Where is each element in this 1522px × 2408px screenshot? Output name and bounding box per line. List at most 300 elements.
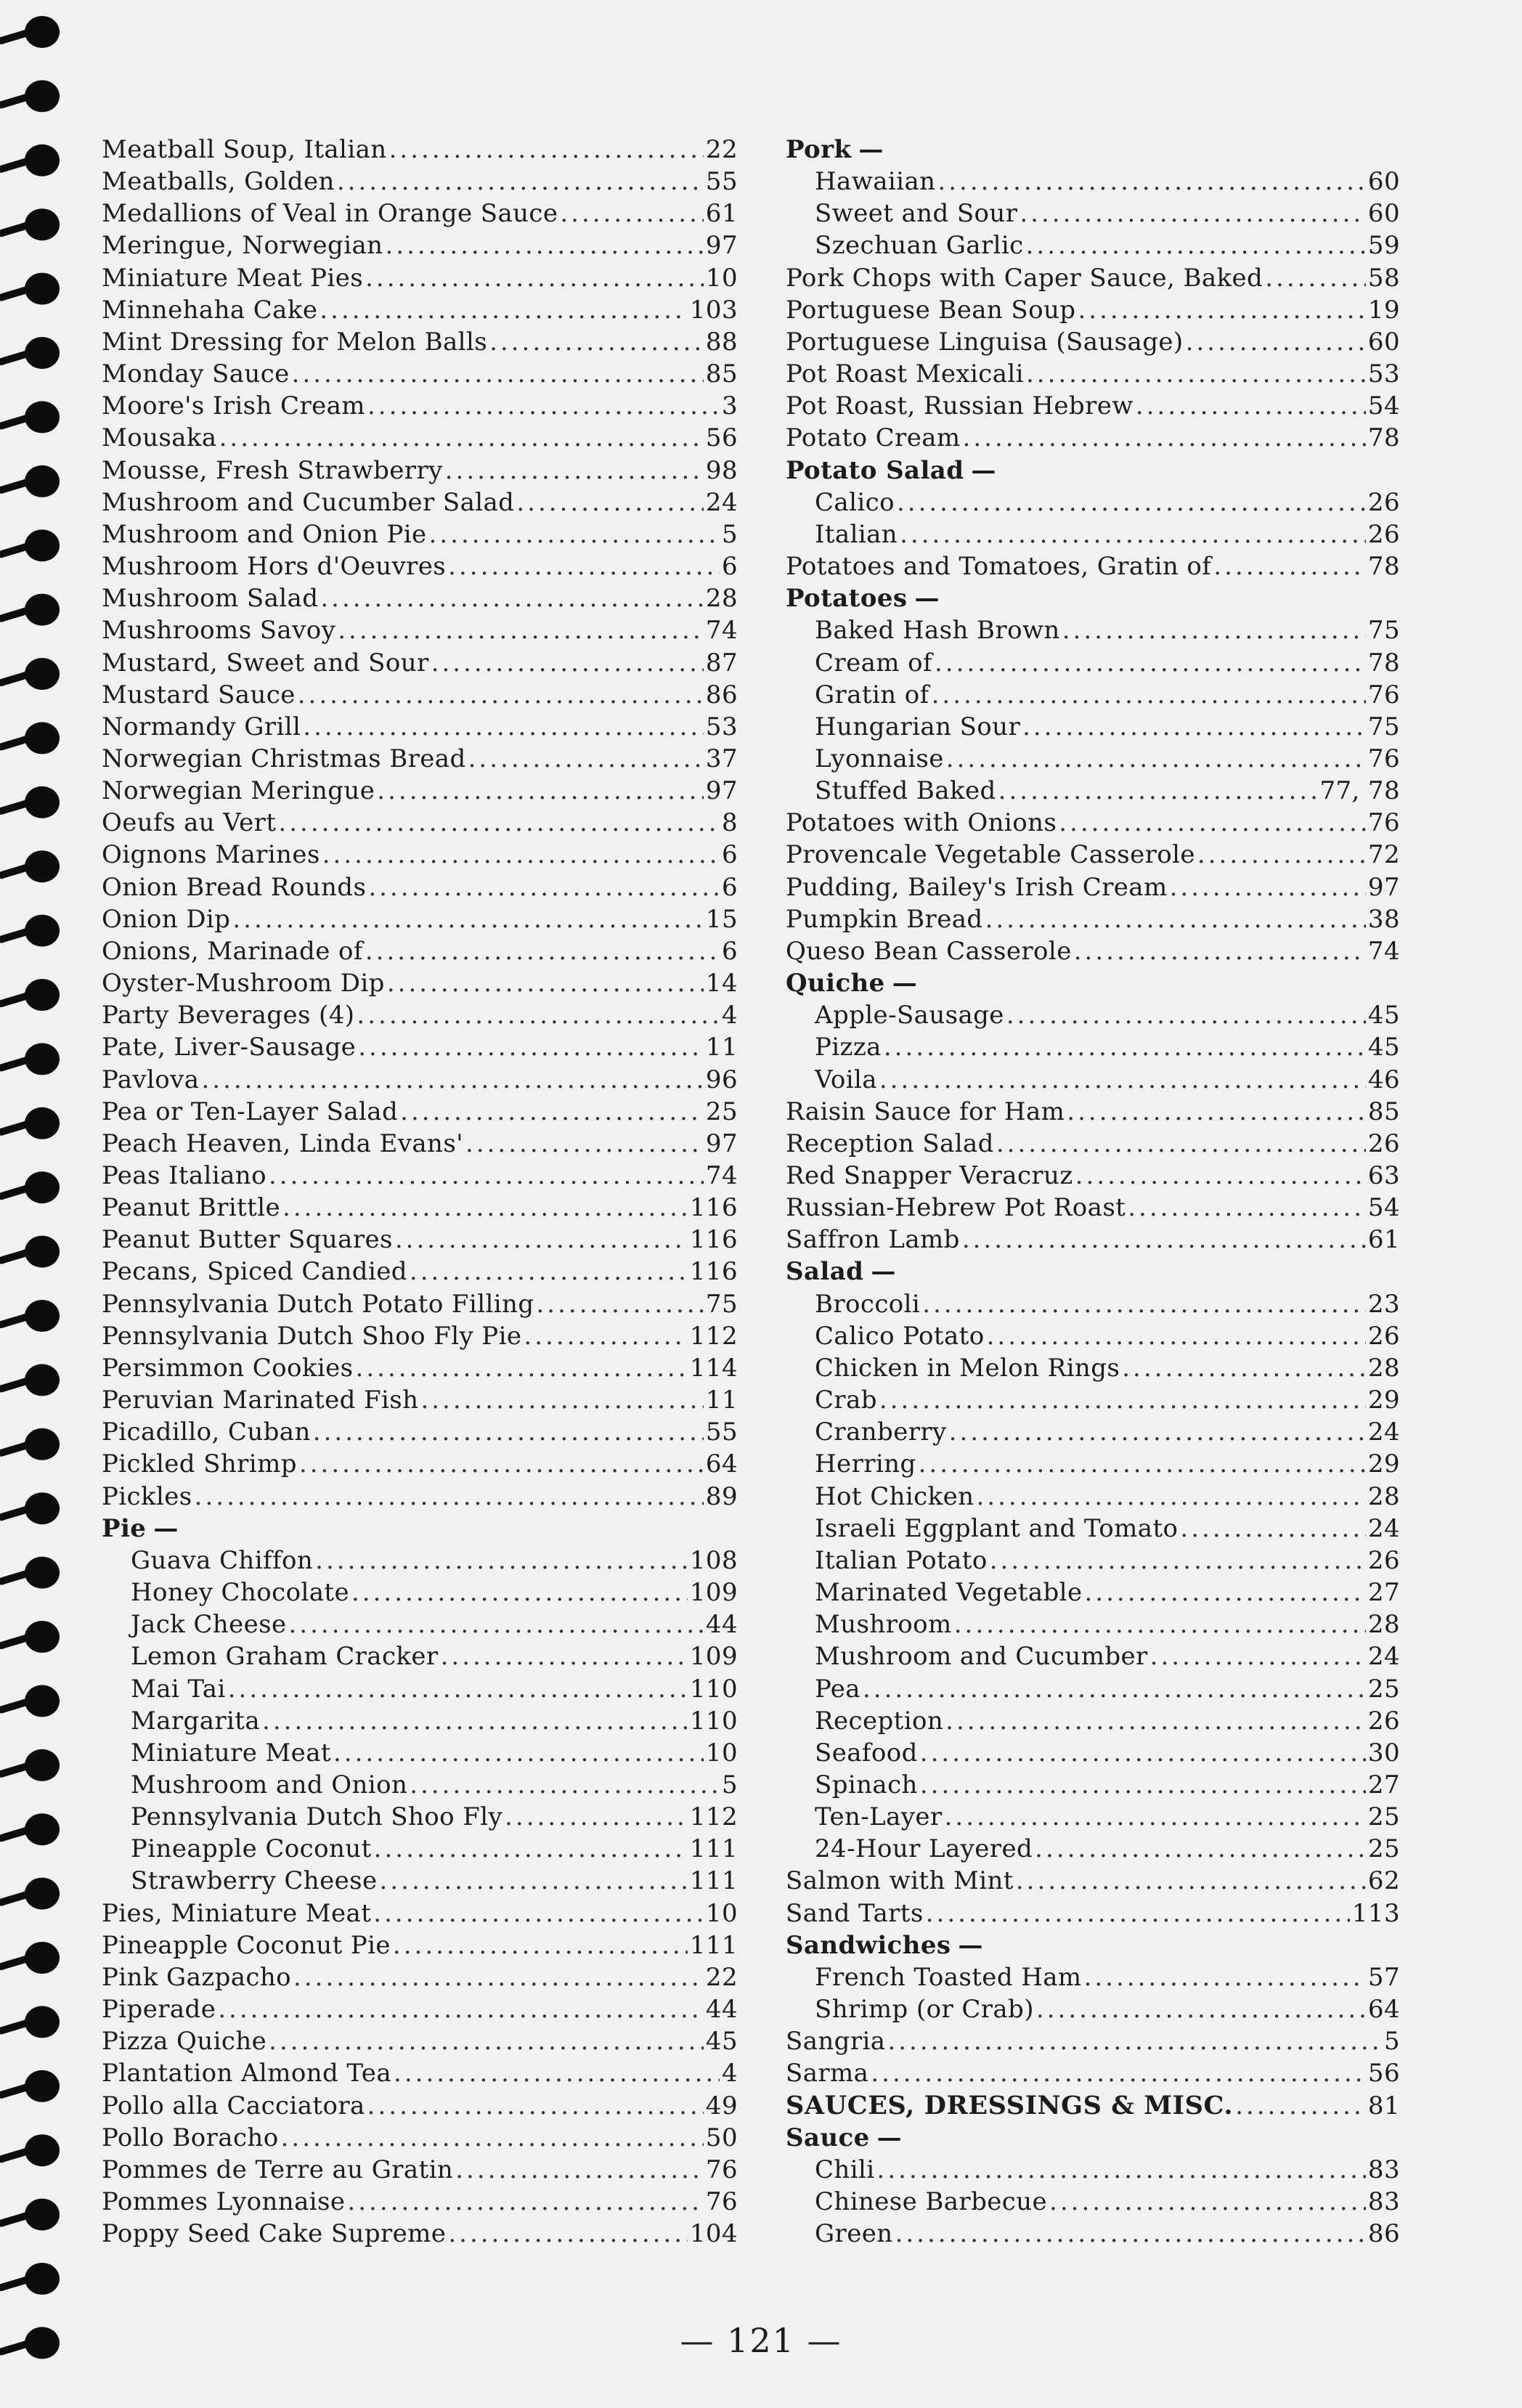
page-ref: 6	[721, 872, 738, 902]
dot-leader	[365, 262, 704, 294]
entry-label: Mai Tai	[131, 1674, 226, 1704]
entry-label: Peach Heaven, Linda Evans'	[102, 1128, 463, 1158]
page-ref: 38	[1367, 904, 1400, 934]
entry-label: Chinese Barbecue	[815, 2187, 1048, 2216]
dot-leader	[536, 1288, 703, 1320]
entry-label: Reception	[815, 1706, 944, 1736]
page-ref: 37	[705, 744, 738, 773]
index-subentry	[102, 1608, 738, 1640]
index-entry	[786, 1224, 1400, 1256]
dot-leader	[347, 2186, 704, 2218]
index-heading-sandwiches	[786, 1929, 1400, 1961]
index-subentry	[786, 2186, 1400, 2218]
dot-leader	[385, 229, 703, 261]
page-ref: 53	[705, 712, 738, 741]
entry-label: Mushroom Salad	[102, 584, 319, 614]
entry-label: Pork Chops with Caper Sauce, Baked	[786, 263, 1263, 293]
heading-dash: —	[958, 1930, 983, 1960]
entry-label: Pineapple Coconut	[131, 1834, 372, 1864]
index-entry	[102, 2218, 738, 2250]
page-ref: 24	[705, 487, 738, 517]
index-entry	[102, 1929, 738, 1961]
page-ref: 112	[689, 1802, 738, 1832]
entry-label: Chili	[815, 2155, 875, 2184]
binding-ring	[1, 401, 60, 433]
dot-leader	[1084, 1961, 1366, 1993]
entry-label: Chicken in Melon Rings	[815, 1353, 1120, 1383]
entry-label: Pineapple Coconut Pie	[102, 1930, 391, 1960]
index-subentry	[786, 1769, 1400, 1801]
binding-ring	[1, 1171, 60, 1203]
page-ref: 46	[1367, 1065, 1400, 1094]
dot-leader	[900, 518, 1366, 550]
index-entry	[102, 262, 738, 294]
page-ref: 56	[1367, 2059, 1400, 2088]
entry-label: Mushrooms Savoy	[102, 616, 336, 646]
entry-label: Italian	[815, 519, 898, 549]
dot-leader	[228, 1673, 688, 1705]
page-ref: 8	[721, 808, 738, 838]
entry-label: Pommes de Terre au Gratin	[102, 2155, 454, 2184]
index-entry	[102, 1096, 738, 1128]
index-entry	[786, 1192, 1400, 1224]
entry-label: Meringue, Norwegian	[102, 231, 383, 261]
dot-leader	[269, 2025, 704, 2057]
entry-label: Moore's Irish Cream	[102, 391, 365, 421]
dot-leader	[1026, 358, 1366, 390]
dot-leader	[337, 166, 704, 198]
entry-label: Reception Salad	[786, 1128, 994, 1158]
entry-label: Monday Sauce	[102, 359, 290, 389]
index-entry	[102, 1897, 738, 1929]
entry-label: Sweet and Sour	[815, 199, 1018, 229]
binding-ring	[1, 594, 60, 626]
page-number: — 121 —	[680, 2321, 842, 2360]
index-subentry	[786, 1801, 1400, 1833]
index-entry	[102, 967, 738, 999]
dot-leader	[468, 743, 704, 775]
index-entry	[102, 550, 738, 582]
heading-dash: —	[892, 969, 918, 998]
entry-label: Persimmon Cookies	[102, 1353, 354, 1383]
page-ref: 77, 78	[1319, 776, 1400, 806]
page-ref: 5	[721, 1770, 738, 1799]
entry-label: Crab	[815, 1386, 877, 1415]
binding-ring	[1, 208, 60, 240]
dot-leader	[1136, 390, 1366, 422]
page-ref: 72	[1367, 840, 1400, 870]
index-subentry	[786, 1352, 1400, 1384]
page-ref: 59	[1367, 231, 1400, 261]
page-ref: 114	[689, 1353, 738, 1383]
page-ref: 15	[705, 904, 738, 934]
entry-label: Mushroom	[815, 1610, 952, 1640]
dot-leader	[358, 1031, 704, 1063]
page-ref: 45	[705, 2027, 738, 2057]
dot-leader	[1213, 550, 1366, 582]
entry-label: Russian-Hebrew Pot Roast	[786, 1193, 1126, 1223]
dot-leader	[315, 1545, 688, 1577]
entry-label: SAUCES, DRESSINGS & MISC.	[786, 2090, 1234, 2120]
entry-label: Norwegian Christmas Bread	[102, 744, 466, 773]
entry-label: Miniature Meat	[131, 1738, 331, 1768]
index-entry	[102, 518, 738, 550]
entry-label: Cream of	[815, 648, 932, 678]
index-entry	[102, 455, 738, 487]
entry-label: Picadillo, Cuban	[102, 1417, 311, 1447]
entry-label: Quiche	[786, 969, 885, 998]
index-entry	[102, 166, 738, 198]
index-subentry	[786, 1448, 1400, 1480]
dot-leader	[465, 1128, 704, 1160]
dot-leader	[218, 1993, 704, 2025]
page-ref: 58	[1367, 263, 1400, 293]
dot-leader	[919, 1448, 1366, 1480]
entry-label: Peas Italiano	[102, 1161, 266, 1190]
entry-label: Mushroom and Onion Pie	[102, 519, 427, 549]
page-ref: 56	[705, 423, 738, 453]
index-subentry	[786, 1608, 1400, 1640]
dot-leader	[990, 1545, 1366, 1577]
dot-leader	[1062, 614, 1366, 646]
entry-label: Pizza	[815, 1033, 882, 1062]
index-entry	[102, 647, 738, 679]
entry-label: Pot Roast, Russian Hebrew	[786, 391, 1134, 421]
dot-leader	[400, 1096, 704, 1128]
page-ref: 28	[705, 584, 738, 614]
binding-ring	[1, 337, 60, 369]
page-ref: 88	[705, 327, 738, 357]
index-subentry	[786, 1320, 1400, 1352]
entry-label: Baked Hash Brown	[815, 616, 1060, 646]
dot-leader	[920, 1769, 1366, 1801]
entry-label: Miniature Meat Pies	[102, 263, 364, 293]
index-subentry	[102, 1577, 738, 1608]
dot-leader	[1197, 839, 1366, 871]
page-ref: 111	[689, 1930, 738, 1960]
page-ref: 76	[1367, 808, 1400, 838]
entry-label: Pink Gazpacho	[102, 1962, 292, 1992]
index-subentry	[786, 1288, 1400, 1320]
index-entry	[102, 390, 738, 422]
page-ref: 55	[705, 1417, 738, 1447]
entry-label: Lyonnaise	[815, 744, 944, 773]
index-subentry	[786, 1064, 1400, 1096]
page-ref: 97	[705, 1128, 738, 1158]
entry-label: Pollo Boracho	[102, 2123, 279, 2152]
entry-label: Onion Bread Rounds	[102, 872, 367, 902]
page-ref: 57	[1367, 1962, 1400, 1992]
page-ref: 45	[1367, 1001, 1400, 1030]
index-entry	[102, 2154, 738, 2186]
entry-label: Pies, Miniature Meat	[102, 1898, 372, 1928]
dot-leader	[1049, 2186, 1366, 2218]
page-ref: 76	[705, 2155, 738, 2184]
page-ref: 24	[1367, 1513, 1400, 1543]
index-subentry	[102, 1673, 738, 1705]
page-ref: 28	[1367, 1481, 1400, 1511]
dot-leader	[1022, 711, 1366, 743]
binding-ring	[1, 2199, 60, 2231]
dot-leader	[232, 903, 704, 935]
entry-label: Stuffed Baked	[815, 776, 996, 806]
index-entry	[786, 1160, 1400, 1192]
page-ref: 3	[721, 391, 738, 421]
page-ref: 109	[689, 1578, 738, 1608]
entry-label: Onion Dip	[102, 904, 231, 934]
page-ref: 11	[705, 1033, 738, 1062]
entry-label: Portuguese Linguisa (Sausage)	[786, 327, 1184, 357]
page-ref: 78	[1367, 423, 1400, 453]
binding-ring	[1, 2006, 60, 2038]
entry-label: Mousaka	[102, 423, 217, 453]
binding-ring	[1, 1428, 60, 1460]
index-entry	[102, 1384, 738, 1416]
dot-leader	[887, 2025, 1382, 2057]
entry-label: Pie	[102, 1513, 147, 1543]
dot-leader	[322, 839, 720, 871]
dot-leader	[357, 999, 720, 1031]
index-entry	[786, 903, 1400, 935]
entry-label: Potato Salad	[786, 455, 964, 485]
page-ref: 89	[705, 1481, 738, 1511]
page-ref: 4	[721, 2059, 738, 2088]
index-entry	[786, 262, 1400, 294]
index-entry	[102, 326, 738, 358]
dot-leader	[1026, 229, 1366, 261]
page-ref: 113	[1351, 1898, 1400, 1928]
index-entry	[102, 582, 738, 614]
entry-label: Portuguese Bean Soup	[786, 295, 1076, 325]
entry-label: Mushroom and Onion	[131, 1770, 408, 1799]
entry-label: Shrimp (or Crab)	[815, 1995, 1034, 2025]
index-subentry	[786, 229, 1400, 261]
page-ref: 26	[1367, 1545, 1400, 1575]
entry-label: Potatoes with Onions	[786, 808, 1057, 838]
entry-label: Potato Cream	[786, 423, 961, 453]
entry-label: Honey Chocolate	[131, 1578, 349, 1608]
index-subentry	[786, 775, 1400, 807]
page-ref: 26	[1367, 487, 1400, 517]
index-entry	[102, 871, 738, 903]
index-subentry	[102, 1833, 738, 1865]
binding-ring	[1, 850, 60, 882]
dot-leader	[863, 1673, 1366, 1705]
index-heading-potatoes	[786, 582, 1400, 614]
index-subentry	[786, 647, 1400, 679]
dot-leader	[320, 582, 704, 614]
entry-label: Pumpkin Bread	[786, 904, 983, 934]
index-column-right	[786, 134, 1400, 2250]
page-ref: 30	[1367, 1738, 1400, 1768]
index-entry	[786, 1096, 1400, 1128]
entry-label: Ten-Layer	[815, 1802, 943, 1832]
page-ref: 85	[1367, 1097, 1400, 1126]
index-entry	[786, 1897, 1400, 1929]
entry-label: Peanut Butter Squares	[102, 1225, 393, 1255]
index-heading-pork	[786, 134, 1400, 166]
index-entry	[102, 1288, 738, 1320]
entry-label: Pollo alla Cacciatora	[102, 2091, 365, 2120]
page-ref: 110	[689, 1706, 738, 1736]
entry-label: Oignons Marines	[102, 840, 320, 870]
binding-ring	[1, 1236, 60, 1268]
spiral-binding	[0, 0, 80, 2408]
dot-leader	[377, 775, 704, 807]
index-subentry	[786, 743, 1400, 775]
page-ref: 62	[1367, 1866, 1400, 1896]
index-subentry	[786, 1545, 1400, 1577]
page-ref: 26	[1367, 1321, 1400, 1351]
dot-leader	[356, 1352, 688, 1384]
index-subentry	[102, 1769, 738, 1801]
dot-leader	[879, 1384, 1366, 1416]
page-ref: 74	[1367, 936, 1400, 966]
page-ref: 5	[721, 519, 738, 549]
entry-label: Herring	[815, 1449, 916, 1479]
entry-label: Salad	[786, 1257, 864, 1287]
entry-label: Gratin of	[815, 680, 929, 709]
index-entry	[102, 1961, 738, 1993]
entry-label: Sarma	[786, 2059, 869, 2088]
dot-leader	[963, 422, 1366, 454]
index-subentry	[786, 1673, 1400, 1705]
dot-leader	[1059, 807, 1366, 839]
index-entry	[102, 294, 738, 326]
entry-label: Pudding, Bailey's Irish Cream	[786, 872, 1168, 902]
entry-label: Pennsylvania Dutch Potato Filling	[102, 1289, 534, 1319]
page-ref: 111	[689, 1834, 738, 1864]
page-ref: 103	[689, 295, 738, 325]
dot-leader	[303, 711, 704, 743]
dot-leader	[1036, 1993, 1366, 2025]
dot-leader	[367, 2090, 704, 2122]
index-heading-sauce	[786, 2122, 1400, 2154]
binding-ring	[1, 465, 60, 497]
index-subentry	[102, 1705, 738, 1737]
dot-leader	[448, 550, 720, 582]
index-subentry	[102, 1640, 738, 1672]
dot-leader	[1035, 1833, 1366, 1865]
entry-label: Potatoes and Tomatoes, Gratin of	[786, 552, 1212, 582]
dot-leader	[195, 1481, 704, 1513]
entry-label: Mushroom Hors d'Oeuvres	[102, 552, 447, 582]
dot-leader	[946, 743, 1366, 775]
page-ref: 26	[1367, 519, 1400, 549]
page-ref: 44	[705, 1995, 738, 2025]
entry-label: Hot Chicken	[815, 1481, 974, 1511]
index-column-left	[102, 134, 738, 2250]
binding-ring	[1, 80, 60, 112]
entry-label: Poppy Seed Cake Supreme	[102, 2219, 447, 2249]
dot-leader	[393, 1929, 688, 1961]
index-entry	[786, 326, 1400, 358]
page-ref: 112	[689, 1321, 738, 1351]
entry-label: Sand Tarts	[786, 1898, 924, 1928]
dot-leader	[387, 967, 704, 999]
index-entry	[102, 1256, 738, 1288]
index-entry	[102, 743, 738, 775]
entry-label: Mushroom and Cucumber Salad	[102, 487, 515, 517]
entry-label: Jack Cheese	[131, 1610, 287, 1640]
entry-label: Mushroom and Cucumber	[815, 1642, 1148, 1672]
index-entry	[786, 550, 1400, 582]
page-ref: 61	[705, 199, 738, 229]
binding-ring	[1, 273, 60, 305]
dot-leader	[1020, 198, 1366, 229]
entry-label: Margarita	[131, 1706, 261, 1736]
binding-ring	[1, 1557, 60, 1589]
index-entry	[102, 775, 738, 807]
index-entry	[102, 2186, 738, 2218]
page-ref: 75	[1367, 616, 1400, 646]
dot-leader	[368, 871, 720, 903]
entry-label: Peruvian Marinated Fish	[102, 1386, 419, 1415]
page-ref: 85	[705, 359, 738, 389]
entry-label: Pavlova	[102, 1065, 200, 1094]
entry-label: Peanut Brittle	[102, 1193, 281, 1223]
entry-label: Calico	[815, 487, 895, 517]
entry-label: Queso Bean Casserole	[786, 936, 1072, 966]
entry-label: Sandwiches	[786, 1930, 951, 1960]
index-entry	[102, 1224, 738, 1256]
index-subentry	[786, 2218, 1400, 2250]
index-subentry	[786, 1833, 1400, 1865]
entry-label: Normandy Grill	[102, 712, 301, 741]
binding-ring	[1, 915, 60, 947]
dot-leader	[516, 487, 704, 518]
page-ref: 44	[705, 1610, 738, 1640]
page-ref: 54	[1367, 391, 1400, 421]
index-entry	[786, 807, 1400, 839]
page-ref: 45	[1367, 1033, 1400, 1062]
index-entry	[102, 487, 738, 518]
dot-leader	[922, 1288, 1366, 1320]
page-ref: 76	[1367, 744, 1400, 773]
page-ref: 83	[1367, 2155, 1400, 2184]
dot-leader	[373, 1897, 704, 1929]
dot-leader	[1170, 871, 1366, 903]
dot-leader	[1150, 1640, 1366, 1672]
dot-leader	[998, 775, 1318, 807]
index-entry	[102, 422, 738, 454]
entry-label: Apple-Sausage	[815, 1001, 1004, 1030]
page-ref: 4	[721, 1001, 738, 1030]
dot-leader	[935, 647, 1366, 679]
entry-label: Pot Roast Mexicali	[786, 359, 1024, 389]
index-heading-pie	[102, 1513, 738, 1545]
dot-leader	[410, 1769, 720, 1801]
index-subentry	[786, 1640, 1400, 1672]
dot-leader	[298, 679, 704, 711]
entry-label: Party Beverages (4)	[102, 1001, 355, 1030]
page-ref: 6	[721, 840, 738, 870]
dot-leader	[954, 1608, 1366, 1640]
index-entry	[102, 1031, 738, 1063]
dot-leader	[278, 807, 720, 839]
index-subentry	[786, 1993, 1400, 2025]
entry-label: Pizza Quiche	[102, 2027, 267, 2057]
dot-leader	[431, 647, 704, 679]
dot-leader	[338, 614, 704, 646]
index-entry	[786, 1128, 1400, 1160]
entry-label: Szechuan Garlic	[815, 231, 1024, 261]
entry-label: Pennsylvania Dutch Shoo Fly	[131, 1802, 503, 1832]
dot-leader	[996, 1128, 1366, 1160]
index-subentry	[786, 999, 1400, 1031]
page-ref: 108	[689, 1545, 738, 1575]
dot-leader	[897, 487, 1366, 518]
